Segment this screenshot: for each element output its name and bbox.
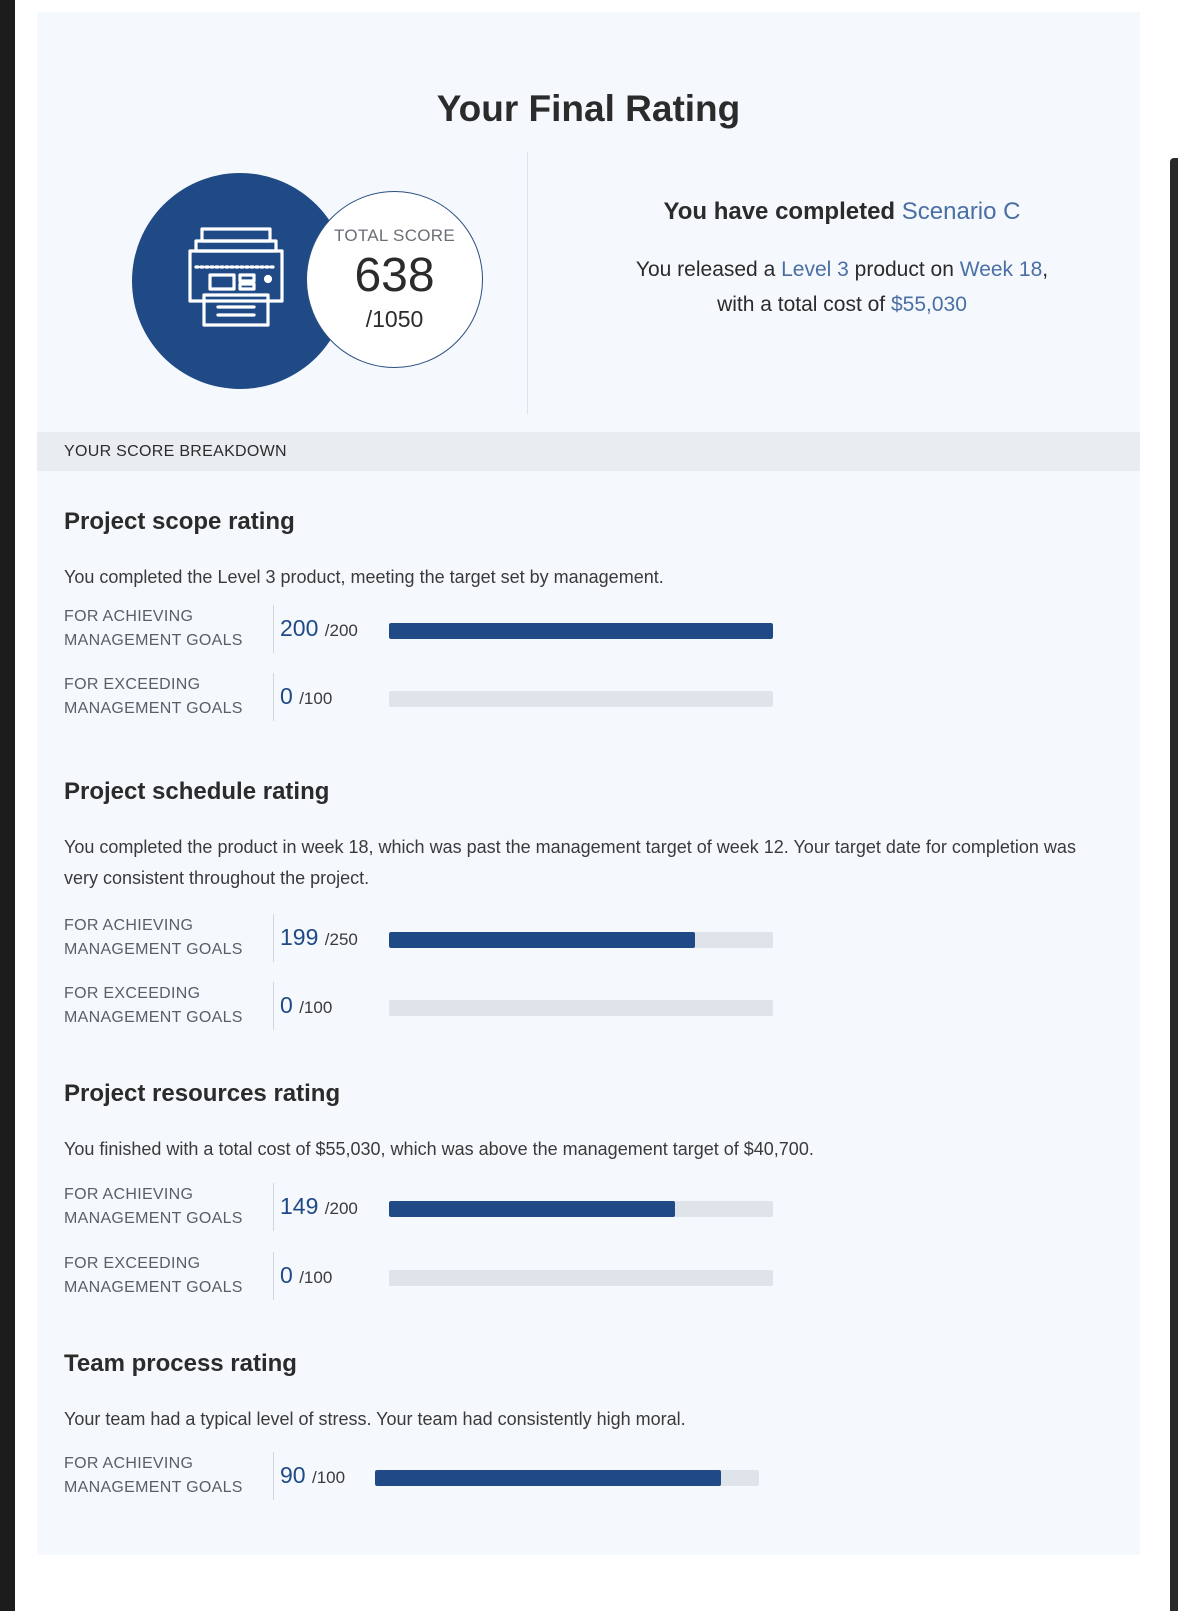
score-row-label-line2: MANAGEMENT GOALS <box>64 632 243 649</box>
section-description: You finished with a total cost of $55,030, which was above the management target of $40,700. <box>64 1139 814 1159</box>
score-row <box>64 673 804 723</box>
score-row-label-line2: MANAGEMENT GOALS <box>64 1009 243 1026</box>
score-progress-fill <box>389 623 773 639</box>
scrollbar[interactable] <box>1170 158 1178 1611</box>
score-progress-fill <box>389 932 695 948</box>
section-title: Project scope rating <box>64 508 295 535</box>
score-progress-bar <box>389 932 773 948</box>
section-title: Project schedule rating <box>64 778 330 805</box>
score-row-label-line2: MANAGEMENT GOALS <box>64 700 243 717</box>
score-row <box>64 982 804 1032</box>
score-row-value <box>280 1262 332 1289</box>
score-row-label-line1: FOR ACHIEVING <box>64 1186 194 1203</box>
score-points: 90 <box>280 1462 306 1488</box>
score-row-label <box>64 673 243 721</box>
score-progress-bar <box>375 1470 759 1486</box>
score-row-label-line2: MANAGEMENT GOALS <box>64 1279 243 1296</box>
score-progress-bar <box>389 1270 773 1286</box>
score-row-value <box>280 683 332 710</box>
release-week: Week 18 <box>959 258 1043 281</box>
page-title: Your Final Rating <box>436 88 741 129</box>
total-score-circle <box>306 191 483 368</box>
total-score-label: TOTAL SCORE <box>333 226 456 245</box>
release-summary <box>557 252 1127 322</box>
score-points: 149 <box>280 1193 319 1219</box>
total-score-max: /1050 <box>365 306 424 332</box>
released-prefix: You released a <box>635 258 776 281</box>
score-row-label-line1: FOR ACHIEVING <box>64 917 194 934</box>
score-row-value <box>280 924 358 951</box>
score-row-label-line2: MANAGEMENT GOALS <box>64 941 243 958</box>
score-progress-bar <box>389 691 773 707</box>
score-row <box>64 1452 804 1502</box>
score-row <box>64 1252 804 1302</box>
scenario-name: Scenario C <box>901 198 1021 225</box>
final-rating-card <box>37 12 1140 1555</box>
score-row-separator <box>273 605 274 653</box>
score-row-value <box>280 992 332 1019</box>
score-row-separator <box>273 1452 274 1500</box>
score-max: /100 <box>299 689 333 708</box>
score-row-label-line1: FOR ACHIEVING <box>64 1455 194 1472</box>
score-row-label-line1: FOR EXCEEDING <box>64 676 201 693</box>
score-row-label <box>64 1452 243 1500</box>
section-description: You completed the Level 3 product, meeting the target set by management. <box>64 567 664 587</box>
printer-icon <box>180 221 292 333</box>
score-max: /200 <box>324 621 358 640</box>
score-progress-fill <box>389 1201 675 1217</box>
score-row-label-line2: MANAGEMENT GOALS <box>64 1479 243 1496</box>
score-progress-fill <box>375 1470 721 1486</box>
score-row-label <box>64 914 243 962</box>
score-points: 200 <box>280 615 319 641</box>
total-cost: $55,030 <box>891 293 967 316</box>
cost-prefix: with a total cost of <box>717 293 886 316</box>
score-row-value <box>280 1462 345 1489</box>
score-points: 0 <box>280 1262 293 1288</box>
score-breakdown-label: YOUR SCORE BREAKDOWN <box>64 443 287 460</box>
score-points: 199 <box>280 924 319 950</box>
score-row-separator <box>273 982 274 1030</box>
summary-divider <box>527 152 528 414</box>
score-row-value <box>280 615 358 642</box>
score-row-value <box>280 1193 358 1220</box>
page <box>15 0 1178 1611</box>
score-row-label <box>64 1183 243 1231</box>
score-progress-bar <box>389 623 773 639</box>
score-row-label-line1: FOR ACHIEVING <box>64 608 194 625</box>
score-row <box>64 1183 804 1233</box>
total-score-value: 638 <box>354 249 435 302</box>
section-description: Your team had a typical level of stress. Your team had consistently high moral. <box>64 1409 686 1429</box>
score-max: /100 <box>299 998 333 1017</box>
release-level: Level 3 <box>781 258 849 281</box>
score-points: 0 <box>280 992 293 1018</box>
completed-prefix: You have completed <box>663 198 896 225</box>
score-max: /250 <box>324 930 358 949</box>
section-description: You completed the product in week 18, which was past the management target of week 12. Your target date for completion was very consistent throughout the project. <box>64 837 1076 888</box>
score-row <box>64 914 804 964</box>
score-max: /100 <box>299 1268 333 1287</box>
score-row-label <box>64 982 243 1030</box>
score-row-separator <box>273 1252 274 1300</box>
score-breakdown-header <box>37 432 1140 471</box>
score-max: /200 <box>324 1199 358 1218</box>
completed-heading <box>557 198 1127 226</box>
score-row-label-line2: MANAGEMENT GOALS <box>64 1210 243 1227</box>
released-comma: , <box>1042 258 1049 281</box>
released-mid: product on <box>854 258 954 281</box>
score-progress-bar <box>389 1201 773 1217</box>
section-title: Team process rating <box>64 1350 297 1377</box>
score-progress-bar <box>389 1000 773 1016</box>
score-row-label <box>64 1252 243 1300</box>
score-row-separator <box>273 1183 274 1231</box>
score-row <box>64 605 804 655</box>
score-row-separator <box>273 673 274 721</box>
score-max: /100 <box>311 1468 346 1487</box>
score-points: 0 <box>280 683 293 709</box>
section-title: Project resources rating <box>64 1080 341 1107</box>
score-row-separator <box>273 914 274 962</box>
score-row-label-line1: FOR EXCEEDING <box>64 1255 201 1272</box>
score-row-label-line1: FOR EXCEEDING <box>64 985 201 1002</box>
score-row-label <box>64 605 243 653</box>
